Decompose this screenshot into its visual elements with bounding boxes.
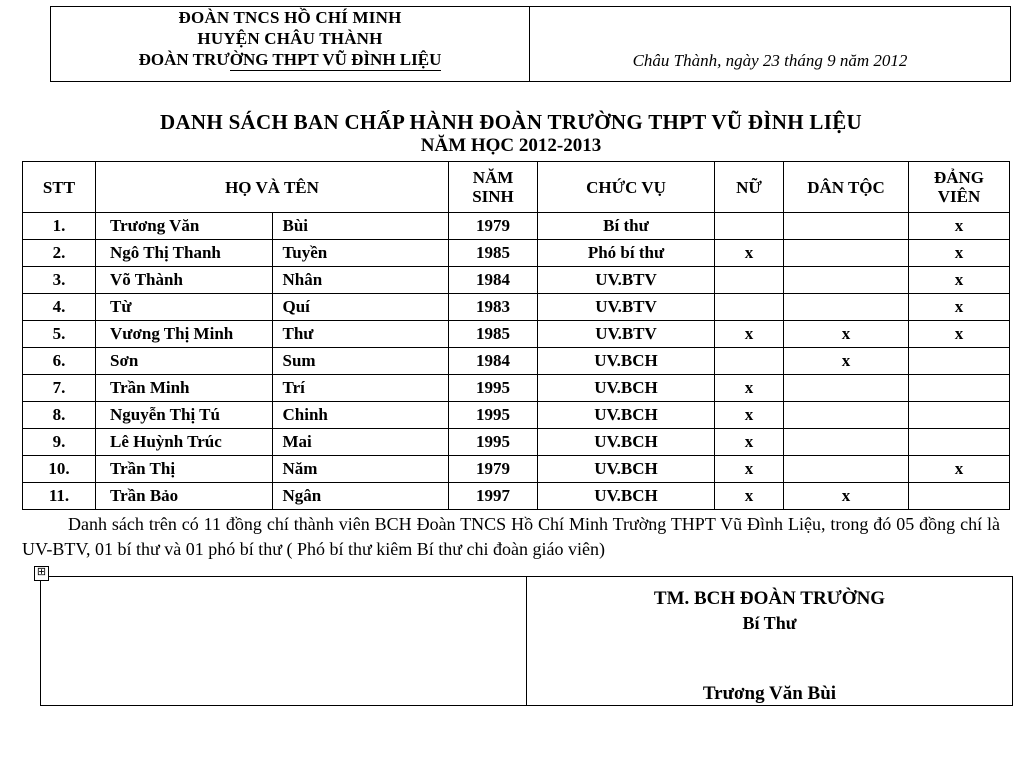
cell-year: 1995 xyxy=(449,402,538,429)
cell-party xyxy=(909,429,1010,456)
cell-position: UV.BCH xyxy=(538,348,715,375)
cell-last: Bùi xyxy=(272,213,449,240)
organization-line-2: HUYỆN CHÂU THÀNH xyxy=(197,29,383,48)
cell-year: 1995 xyxy=(449,429,538,456)
cell-year: 1985 xyxy=(449,321,538,348)
cell-female: x xyxy=(715,483,784,510)
table-header xyxy=(23,162,1010,213)
cell-party xyxy=(909,348,1010,375)
cell-position: UV.BTV xyxy=(538,294,715,321)
cell-last: Tuyền xyxy=(272,240,449,267)
cell-female xyxy=(715,267,784,294)
cell-year: 1984 xyxy=(449,348,538,375)
cell-stt: 4. xyxy=(23,294,96,321)
cell-female: x xyxy=(715,240,784,267)
table-row xyxy=(23,213,1010,240)
cell-stt: 11. xyxy=(23,483,96,510)
cell-position: UV.BCH xyxy=(538,429,715,456)
cell-position: Bí thư xyxy=(538,213,715,240)
cell-stt: 1. xyxy=(23,213,96,240)
table-row xyxy=(23,321,1010,348)
cell-last: Trí xyxy=(272,375,449,402)
cell-party: x xyxy=(909,321,1010,348)
cell-position: UV.BCH xyxy=(538,402,715,429)
table-header-row xyxy=(23,162,1010,213)
cell-ethnic xyxy=(784,267,909,294)
summary-note: Danh sách trên có 11 đồng chí thành viên BCH Đoàn TNCS Hồ Chí Minh Trường THPT Vũ Đình Liệu, trong đó 05 đồng chí là UV-BTV, 01 bí thư và 01 phó bí thư ( Phó bí thư kiêm Bí thư chi đoàn giáo viên) xyxy=(22,514,1000,559)
cell-year: 1984 xyxy=(449,267,538,294)
cell-female: x xyxy=(715,456,784,483)
page-title: DANH SÁCH BAN CHẤP HÀNH ĐOÀN TRƯỜNG THPT VŨ ĐÌNH LIỆU xyxy=(160,110,862,134)
column-header-party: ĐẢNG VIÊN xyxy=(909,162,1010,213)
cell-year: 1979 xyxy=(449,456,538,483)
table-row xyxy=(23,294,1010,321)
cell-position: UV.BCH xyxy=(538,456,715,483)
cell-party: x xyxy=(909,267,1010,294)
signature-name: Trương Văn Bùi xyxy=(702,683,837,704)
committee-members-table xyxy=(22,161,1010,510)
table-row xyxy=(23,402,1010,429)
cell-party: x xyxy=(909,213,1010,240)
cell-stt: 6. xyxy=(23,348,96,375)
cell-stt: 7. xyxy=(23,375,96,402)
cell-last: Quí xyxy=(272,294,449,321)
place-and-date: Châu Thành, ngày 23 tháng 9 năm 2012 xyxy=(632,51,908,70)
cell-name: Trương Văn xyxy=(96,213,273,240)
cell-name: Ngô Thị Thanh xyxy=(96,240,273,267)
cell-party: x xyxy=(909,456,1010,483)
cell-stt: 9. xyxy=(23,429,96,456)
cell-last: Nhân xyxy=(272,267,449,294)
cell-last: Thư xyxy=(272,321,449,348)
cell-name: Từ xyxy=(96,294,273,321)
cell-ethnic xyxy=(784,213,909,240)
cell-party: x xyxy=(909,294,1010,321)
column-header-position: CHỨC VỤ xyxy=(538,162,715,213)
cell-last: Sum xyxy=(272,348,449,375)
cell-ethnic xyxy=(784,240,909,267)
column-header-ethnic: DÂN TỘC xyxy=(784,162,909,213)
cell-ethnic xyxy=(784,375,909,402)
cell-ethnic xyxy=(784,429,909,456)
cell-female xyxy=(715,348,784,375)
cell-name: Vương Thị Minh xyxy=(96,321,273,348)
column-header-female: NỮ xyxy=(715,162,784,213)
table-row xyxy=(23,483,1010,510)
cell-position: UV.BTV xyxy=(538,321,715,348)
cell-position: Phó bí thư xyxy=(538,240,715,267)
table-row xyxy=(23,375,1010,402)
table-row xyxy=(23,348,1010,375)
cell-last: Mai xyxy=(272,429,449,456)
cell-position: UV.BTV xyxy=(538,267,715,294)
column-header-stt: STT xyxy=(23,162,96,213)
table-row xyxy=(23,240,1010,267)
cell-year: 1979 xyxy=(449,213,538,240)
cell-ethnic: x xyxy=(784,348,909,375)
cell-ethnic: x xyxy=(784,321,909,348)
cell-female: x xyxy=(715,321,784,348)
organization-line-3-underlined: ỜNG THPT VŨ ĐÌNH LIỆU xyxy=(229,50,442,69)
cell-female xyxy=(715,294,784,321)
table-body xyxy=(23,213,1010,510)
signature-title: TM. BCH ĐOÀN TRƯỜNG xyxy=(653,588,886,609)
cell-female: x xyxy=(715,429,784,456)
cell-party xyxy=(909,483,1010,510)
cell-last: Chinh xyxy=(272,402,449,429)
cell-name: Trần Thị xyxy=(96,456,273,483)
cell-ethnic: x xyxy=(784,483,909,510)
cell-year: 1995 xyxy=(449,375,538,402)
table-row xyxy=(23,267,1010,294)
cell-party xyxy=(909,402,1010,429)
header-date-cell xyxy=(530,7,1011,82)
cell-last: Năm xyxy=(272,456,449,483)
page-subtitle: NĂM HỌC 2012-2013 xyxy=(420,135,602,156)
cell-name: Lê Huỳnh Trúc xyxy=(96,429,273,456)
signature-left-cell xyxy=(41,577,527,706)
cell-stt: 5. xyxy=(23,321,96,348)
organization-line-3-prefix: ĐOÀN TRƯ xyxy=(138,50,230,69)
cell-year: 1985 xyxy=(449,240,538,267)
table-row xyxy=(23,456,1010,483)
document-header-table xyxy=(50,6,1011,82)
cell-year: 1983 xyxy=(449,294,538,321)
cell-position: UV.BCH xyxy=(538,375,715,402)
cell-ethnic xyxy=(784,456,909,483)
signature-table xyxy=(40,576,1013,706)
cell-stt: 8. xyxy=(23,402,96,429)
cell-name: Trần Bảo xyxy=(96,483,273,510)
signature-right-cell xyxy=(527,577,1013,706)
cell-ethnic xyxy=(784,294,909,321)
table-row xyxy=(23,429,1010,456)
cell-name: Sơn xyxy=(96,348,273,375)
organization-line-1: ĐOÀN TNCS HỒ CHÍ MINH xyxy=(178,8,402,27)
cell-position: UV.BCH xyxy=(538,483,715,510)
cell-party xyxy=(909,375,1010,402)
cell-party: x xyxy=(909,240,1010,267)
cell-female: x xyxy=(715,402,784,429)
cell-stt: 3. xyxy=(23,267,96,294)
organization-line-3 xyxy=(51,49,529,70)
cell-last: Ngân xyxy=(272,483,449,510)
header-organization-cell xyxy=(51,7,530,82)
cell-name: Nguyễn Thị Tú xyxy=(96,402,273,429)
cell-ethnic xyxy=(784,402,909,429)
column-header-year: NĂM SINH xyxy=(449,162,538,213)
cell-female: x xyxy=(715,375,784,402)
cell-female xyxy=(715,213,784,240)
cell-name: Trần Minh xyxy=(96,375,273,402)
signature-role: Bí Thư xyxy=(742,613,797,633)
cell-stt: 10. xyxy=(23,456,96,483)
signature-area xyxy=(0,566,1022,706)
cell-stt: 2. xyxy=(23,240,96,267)
column-header-name: HỌ VÀ TÊN xyxy=(96,162,449,213)
cell-year: 1997 xyxy=(449,483,538,510)
cell-name: Võ Thành xyxy=(96,267,273,294)
table-move-handle-icon[interactable]: ⊞ xyxy=(34,566,49,581)
